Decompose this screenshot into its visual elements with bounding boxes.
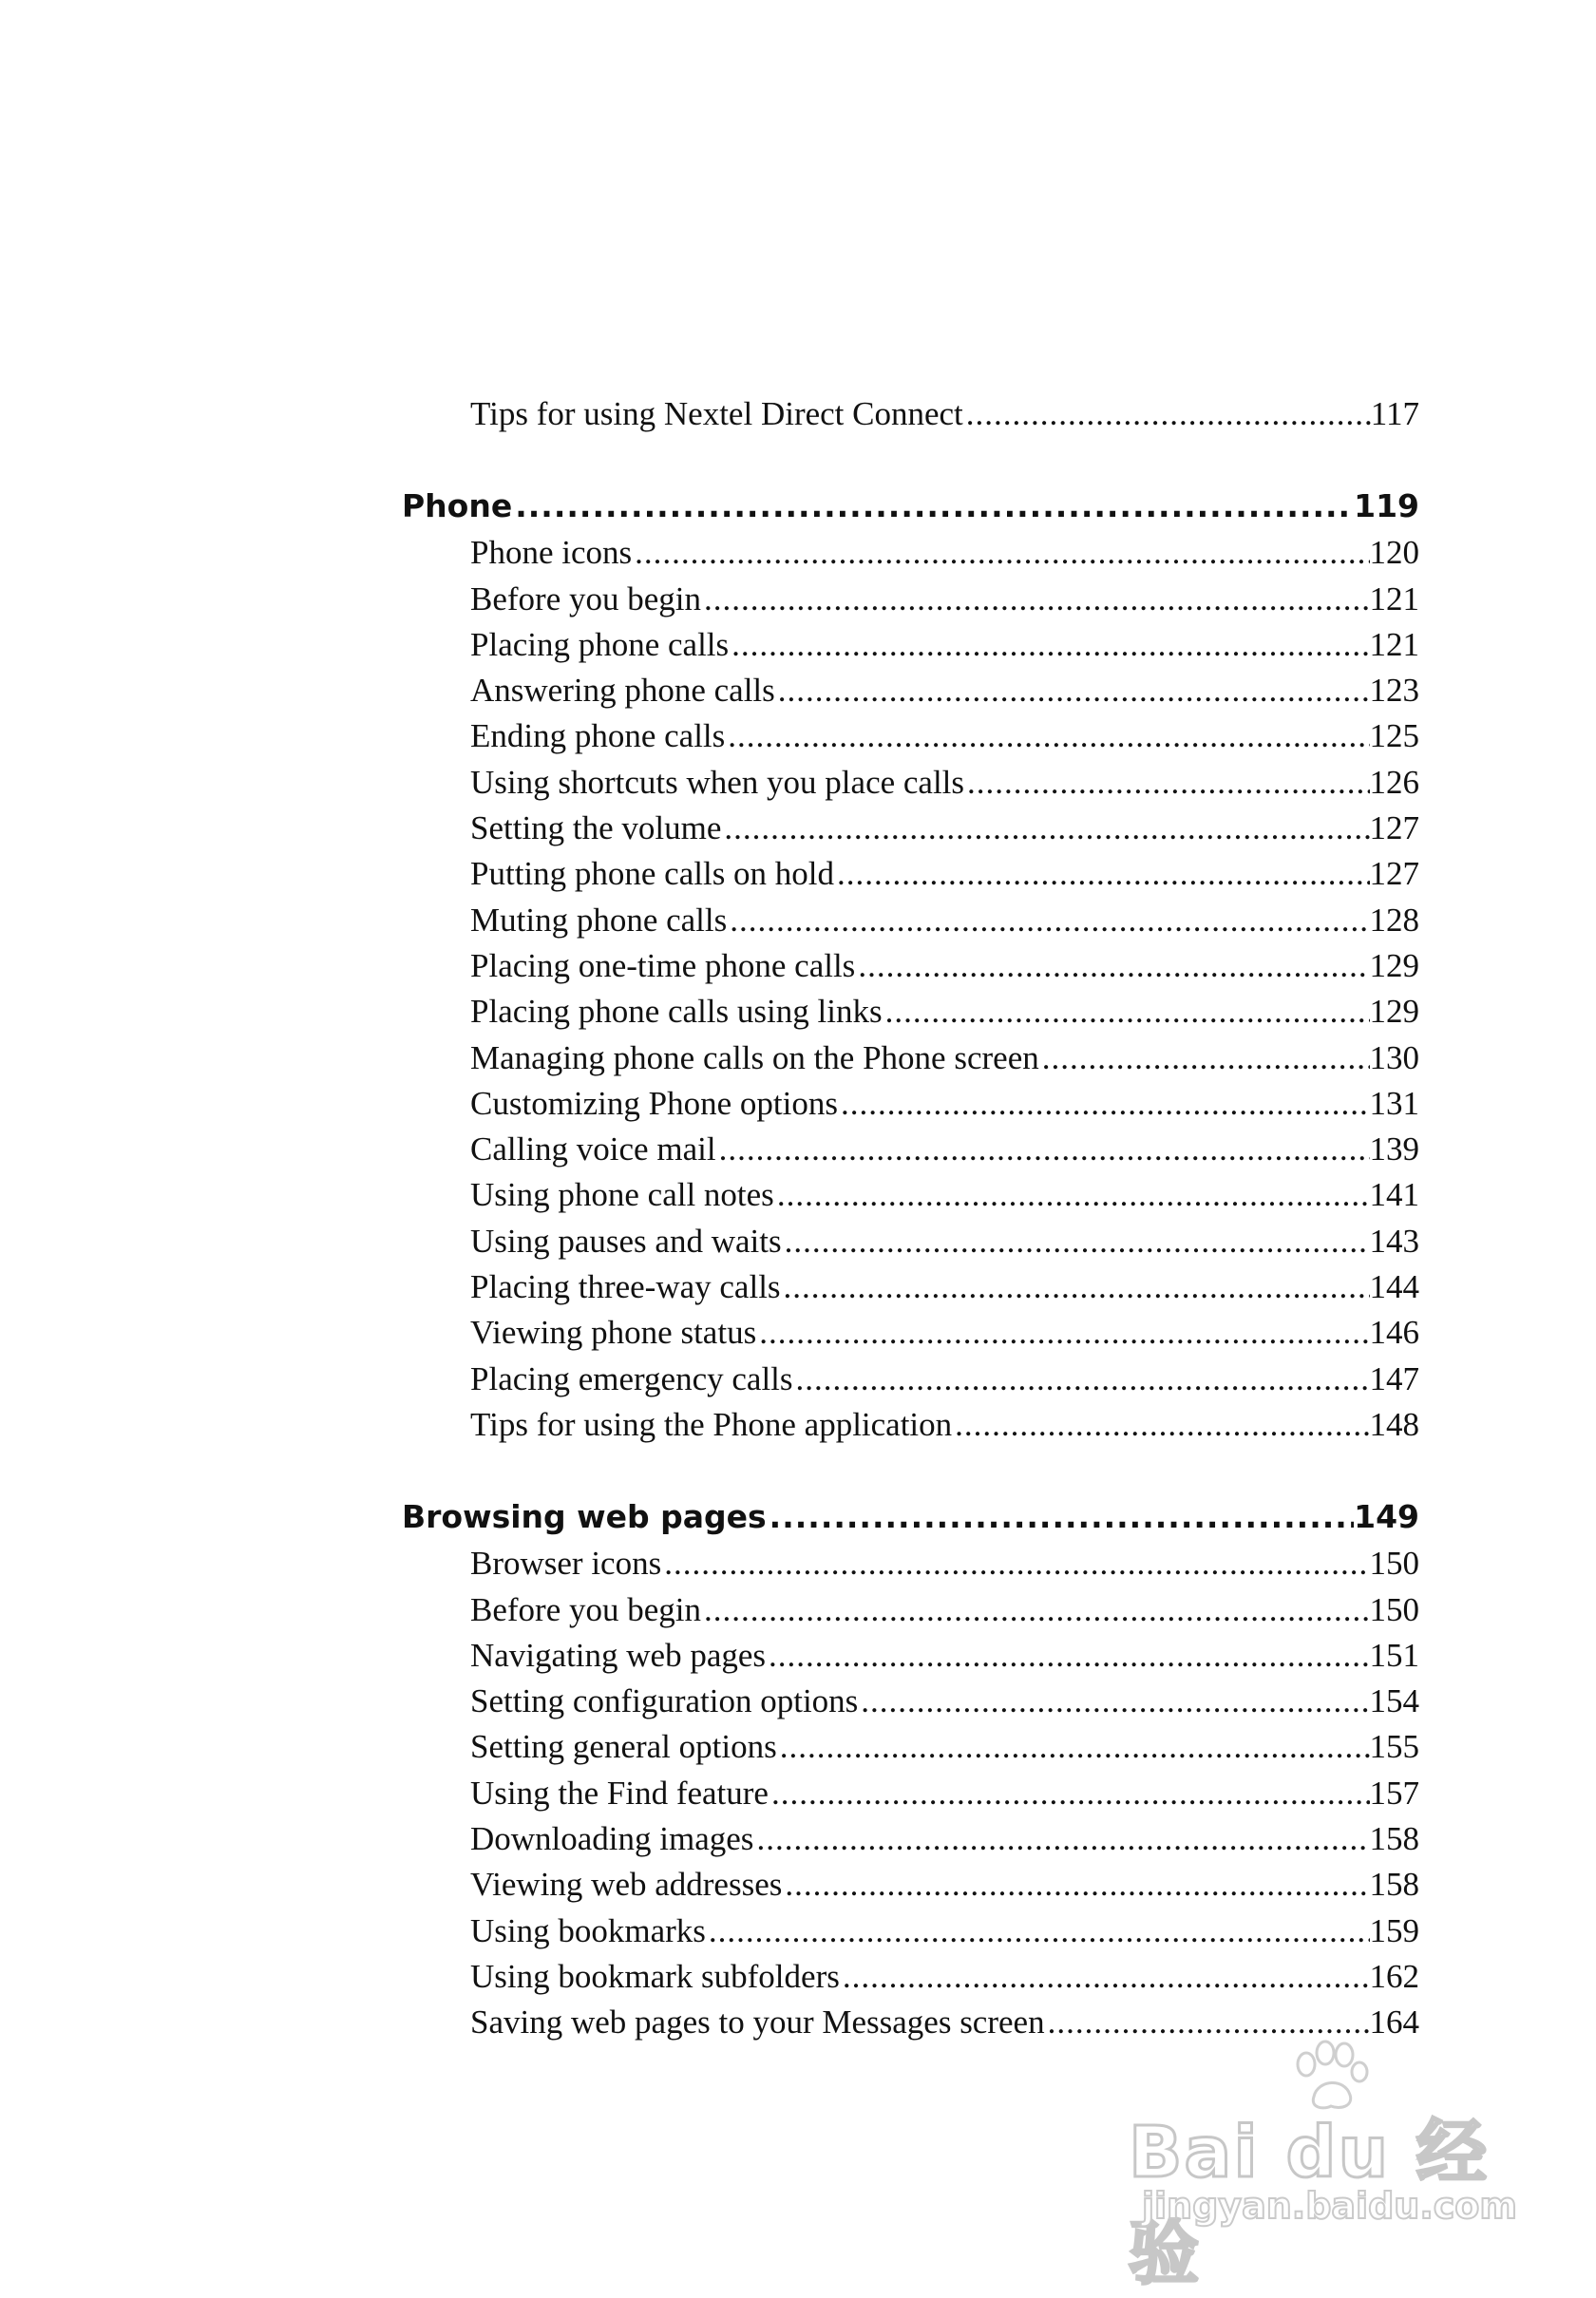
toc-entry-title: Tips for using Nextel Direct Connect: [470, 395, 963, 432]
toc-entry[interactable]: [402, 713, 1419, 759]
toc-entry-page: 154: [1369, 1682, 1419, 1720]
toc-entry-title: Setting configuration options: [470, 1682, 859, 1720]
toc-entry-page: 141: [1369, 1176, 1419, 1214]
toc-dot-leader: [701, 577, 1370, 622]
toc-entry-title: Using the Find feature: [470, 1774, 769, 1812]
toc-entry[interactable]: [402, 391, 1419, 437]
toc-entry-page: 121: [1369, 625, 1419, 663]
toc-entry-page: 147: [1369, 1359, 1419, 1397]
toc-entry[interactable]: [402, 1172, 1419, 1218]
table-of-contents: [402, 391, 1419, 2046]
toc-dot-leader: [777, 1724, 1370, 1770]
toc-entry-page: 123: [1369, 672, 1419, 710]
toc-entry-page: 126: [1369, 763, 1419, 801]
watermark-brand: Bai du 经验: [1129, 2112, 1489, 2294]
toc-entry[interactable]: [402, 806, 1419, 851]
toc-entry[interactable]: [402, 1816, 1419, 1862]
watermark: [1129, 2038, 1528, 2294]
toc-chapter-page: 149: [1354, 1498, 1419, 1536]
toc-entry-title: Answering phone calls: [470, 672, 775, 710]
toc-dot-leader: [725, 713, 1369, 759]
toc-chapter-title: Phone: [402, 487, 513, 525]
toc-entry-title: Browser icons: [470, 1545, 662, 1583]
toc-entry-page: 158: [1369, 1866, 1419, 1904]
section-gap: [402, 437, 1419, 483]
toc-entry-page: 130: [1369, 1038, 1419, 1076]
toc-entry-title: Managing phone calls on the Phone screen: [470, 1038, 1039, 1076]
toc-dot-leader: [855, 943, 1369, 989]
toc-entry-title: Placing phone calls: [470, 625, 730, 663]
toc-entry[interactable]: [402, 760, 1419, 806]
toc-entry-page: 155: [1369, 1728, 1419, 1766]
toc-entry[interactable]: [402, 1310, 1419, 1356]
toc-entry-page: 150: [1369, 1545, 1419, 1583]
toc-entry-page: 159: [1369, 1911, 1419, 1949]
toc-entry[interactable]: [402, 1909, 1419, 1954]
toc-dot-leader: [756, 1310, 1369, 1356]
toc-entry-title: Placing emergency calls: [470, 1359, 793, 1397]
toc-entry-title: Using bookmark subfolders: [470, 1957, 840, 1995]
toc-dot-leader: [834, 851, 1369, 897]
toc-dot-leader: [775, 668, 1370, 713]
toc-chapter-entry[interactable]: [402, 483, 1419, 530]
toc-chapter-entry[interactable]: [402, 1493, 1419, 1541]
toc-entry-title: Viewing phone status: [470, 1314, 757, 1352]
toc-entry[interactable]: [402, 1724, 1419, 1770]
toc-dot-leader: [769, 1771, 1370, 1816]
toc-dot-leader: [716, 1127, 1370, 1172]
toc-entry[interactable]: [402, 622, 1419, 668]
toc-dot-leader: [840, 1954, 1370, 2000]
toc-entry-title: Navigating web pages: [470, 1636, 767, 1674]
toc-dot-leader: [701, 1587, 1370, 1633]
toc-entry[interactable]: [402, 1081, 1419, 1127]
toc-entry-title: Muting phone calls: [470, 901, 728, 939]
toc-entry-title: Downloading images: [470, 1820, 754, 1858]
toc-entry[interactable]: [402, 1402, 1419, 1448]
toc-entry[interactable]: [402, 851, 1419, 897]
toc-entry[interactable]: [402, 1541, 1419, 1586]
toc-dot-leader: [838, 1081, 1370, 1127]
toc-entry[interactable]: [402, 668, 1419, 713]
toc-entry[interactable]: [402, 1127, 1419, 1172]
toc-entry-title: Tips for using the Phone application: [470, 1405, 953, 1443]
toc-entry-title: Before you begin: [470, 1590, 701, 1628]
toc-chapter-page: 119: [1354, 487, 1419, 525]
toc-entry[interactable]: [402, 1357, 1419, 1402]
toc-dot-leader: [753, 1816, 1369, 1862]
toc-entry-title: Using phone call notes: [470, 1176, 774, 1214]
toc-entry-page: 151: [1369, 1636, 1419, 1674]
toc-entry-title: Viewing web addresses: [470, 1866, 783, 1904]
toc-dot-leader: [782, 1219, 1370, 1264]
toc-entry[interactable]: [402, 1954, 1419, 2000]
toc-entry[interactable]: [402, 1035, 1419, 1081]
toc-entry-title: Placing phone calls using links: [470, 993, 883, 1031]
toc-entry[interactable]: [402, 1587, 1419, 1633]
toc-entry-page: 144: [1369, 1268, 1419, 1306]
toc-entry-page: 157: [1369, 1774, 1419, 1812]
toc-dot-leader: [963, 391, 1371, 437]
toc-dot-leader: [512, 483, 1354, 530]
toc-entry[interactable]: [402, 989, 1419, 1035]
toc-entry-page: 158: [1369, 1820, 1419, 1858]
toc-entry-title: Using bookmarks: [470, 1911, 706, 1949]
toc-entry-page: 125: [1369, 717, 1419, 755]
toc-entry[interactable]: [402, 1633, 1419, 1679]
toc-entry[interactable]: [402, 530, 1419, 576]
toc-entry-page: 127: [1369, 855, 1419, 893]
toc-entry-page: 150: [1369, 1590, 1419, 1628]
toc-dot-leader: [782, 1862, 1369, 1908]
toc-dot-leader: [632, 530, 1369, 576]
toc-entry[interactable]: [402, 898, 1419, 943]
toc-entry-title: Before you begin: [470, 579, 701, 617]
toc-dot-leader: [883, 989, 1370, 1035]
toc-entry-title: Customizing Phone options: [470, 1084, 838, 1122]
toc-dot-leader: [727, 898, 1369, 943]
toc-entry-title: Setting general options: [470, 1728, 777, 1766]
toc-dot-leader: [858, 1679, 1369, 1724]
toc-dot-leader: [661, 1541, 1369, 1586]
toc-entry-page: 148: [1369, 1405, 1419, 1443]
toc-entry[interactable]: [402, 1264, 1419, 1310]
toc-dot-leader: [706, 1909, 1370, 1954]
toc-entry[interactable]: [402, 1219, 1419, 1264]
toc-entry-page: 162: [1369, 1957, 1419, 1995]
toc-dot-leader: [767, 1493, 1354, 1541]
toc-entry-page: 121: [1369, 579, 1419, 617]
toc-entry[interactable]: [402, 1862, 1419, 1908]
toc-entry-title: Phone icons: [470, 534, 633, 572]
toc-entry-page: 129: [1369, 993, 1419, 1031]
toc-entry-page: 127: [1369, 809, 1419, 847]
toc-entry-page: 164: [1369, 2004, 1419, 2042]
section-gap: [402, 1448, 1419, 1493]
toc-dot-leader: [781, 1264, 1370, 1310]
toc-entry-title: Calling voice mail: [470, 1130, 716, 1168]
toc-entry-page: 128: [1369, 901, 1419, 939]
toc-entry-title: Using shortcuts when you place calls: [470, 763, 965, 801]
toc-dot-leader: [729, 622, 1369, 668]
toc-dot-leader: [952, 1402, 1369, 1448]
toc-entry-page: 117: [1370, 395, 1419, 432]
toc-entry-page: 129: [1369, 946, 1419, 984]
toc-entry[interactable]: [402, 1679, 1419, 1724]
toc-entry[interactable]: [402, 943, 1419, 989]
toc-entry-page: 139: [1369, 1130, 1419, 1168]
toc-chapter-title: Browsing web pages: [402, 1498, 767, 1536]
toc-dot-leader: [964, 760, 1369, 806]
toc-entry-page: 120: [1369, 534, 1419, 572]
toc-dot-leader: [1039, 1035, 1370, 1081]
toc-entry-title: Putting phone calls on hold: [470, 855, 835, 893]
toc-entry-title: Saving web pages to your Messages screen: [470, 2004, 1045, 2042]
watermark-url: jingyan.baidu.com: [1142, 2185, 1517, 2227]
toc-entry-page: 143: [1369, 1222, 1419, 1260]
toc-entry-title: Using pauses and waits: [470, 1222, 782, 1260]
toc-entry[interactable]: [402, 577, 1419, 622]
toc-entry-page: 146: [1369, 1314, 1419, 1352]
toc-dot-leader: [766, 1633, 1369, 1679]
toc-entry-title: Placing one-time phone calls: [470, 946, 856, 984]
toc-entry-title: Setting the volume: [470, 809, 722, 847]
toc-entry[interactable]: [402, 1771, 1419, 1816]
toc-dot-leader: [793, 1357, 1370, 1402]
toc-dot-leader: [774, 1172, 1370, 1218]
toc-entry-page: 131: [1369, 1084, 1419, 1122]
toc-entry-title: Placing three-way calls: [470, 1268, 781, 1306]
toc-entry-title: Ending phone calls: [470, 717, 726, 755]
toc-dot-leader: [721, 806, 1369, 851]
